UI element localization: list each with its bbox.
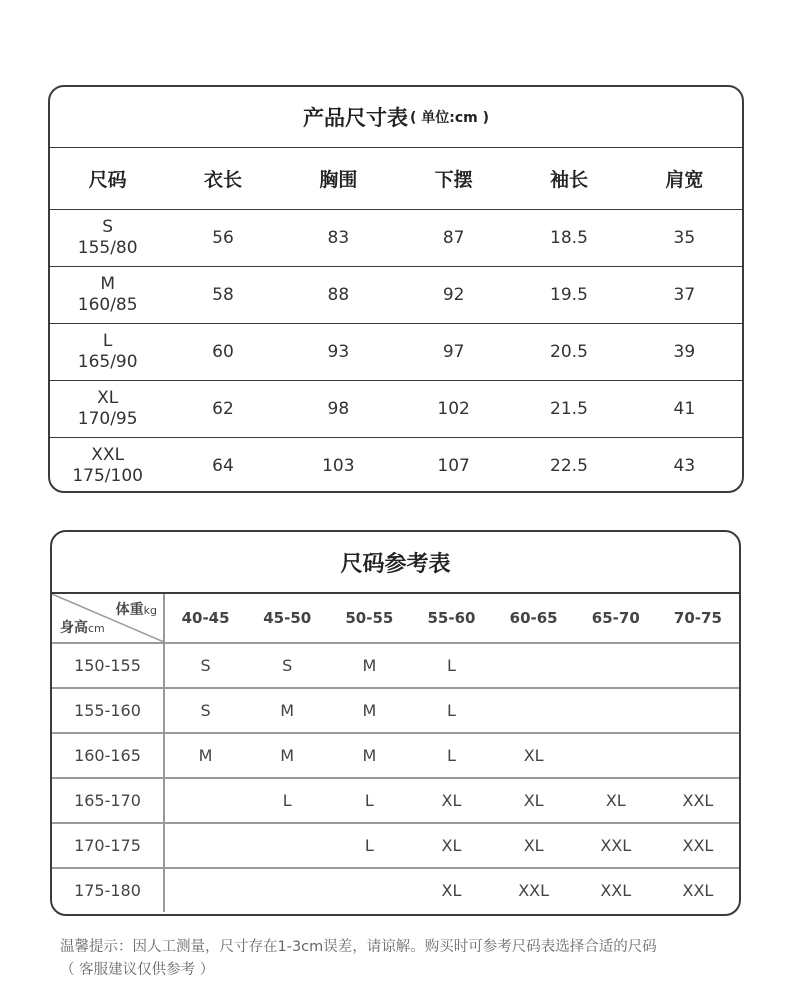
recommended-size-cell: L [410,733,492,778]
size-chart-row [50,210,742,267]
recommended-size-cell: XXL [600,881,632,900]
reference-row [52,868,739,912]
measurement-cell: 97 [396,324,511,381]
size-chart-header: 尺码 [50,148,165,210]
measurement-cell: 20.5 [511,324,626,381]
height-range-cell: 150-155 [52,643,164,688]
recommended-size-cell [493,688,575,733]
weight-range-header: 40-45 [164,594,246,643]
size-chart-header: 下摆 [396,148,511,210]
recommended-size-cell: XL [410,778,492,823]
recommended-size-cell: XXL [682,881,714,900]
recommended-size-cell: L [328,823,410,868]
size-chart-row [50,381,742,438]
recommended-size-cell: XXL [575,823,657,868]
measurement-cell: 64 [212,456,234,476]
recommended-size-cell: XXL [657,823,739,868]
reference-row [52,688,739,733]
measurement-cell: 102 [396,381,511,438]
recommended-size-cell [328,868,410,912]
size-cell [50,210,165,267]
size-chart-title-bar [50,87,742,148]
measurement-cell: 19.5 [511,267,626,324]
weight-range-header: 60-65 [493,594,575,643]
height-range-cell: 175-180 [52,868,164,912]
height-range-cell: 165-170 [52,778,164,823]
recommended-size-cell: M [328,733,410,778]
size-chart-header: 胸围 [281,148,396,210]
height-range-cell: 155-160 [52,688,164,733]
recommended-size-cell: S [164,688,246,733]
weight-range-header: 45-50 [246,594,328,643]
recommended-size-cell [246,823,328,868]
height-axis-label: 身高cm [60,620,105,636]
recommended-size-cell: XL [441,881,462,900]
measurement-cell: 21.5 [511,381,626,438]
height-range-cell: 170-175 [52,823,164,868]
reference-chart-table [52,594,739,912]
weight-range-header: 70-75 [657,594,739,643]
size-chart-unit: ( 单位:cm ) [409,110,490,126]
size-label: M [100,274,115,294]
recommended-size-cell: XXL [518,881,550,900]
recommended-size-cell [164,823,246,868]
height-code: 175/100 [72,466,143,486]
disclaimer-note [60,936,760,982]
measurement-cell: 56 [165,210,280,267]
recommended-size-cell: XL [493,823,575,868]
reference-chart-title-bar [52,532,739,594]
reference-row [52,643,739,688]
weight-range-header: 55-60 [410,594,492,643]
size-cell [50,381,165,438]
measurement-cell: 92 [396,267,511,324]
recommended-size-cell [575,643,657,688]
recommended-size-cell [164,868,246,912]
recommended-size-cell [657,733,739,778]
recommended-size-cell: XL [575,778,657,823]
size-chart-row [50,324,742,381]
size-chart-header: 衣长 [165,148,280,210]
height-code: 170/95 [77,409,138,429]
recommended-size-cell [164,778,246,823]
reference-row [52,823,739,868]
size-label: S [102,217,114,237]
size-chart-body [50,210,742,494]
measurement-cell: 37 [627,267,742,324]
size-chart-row [50,438,742,494]
measurement-cell: 43 [673,456,696,476]
size-chart-header: 袖长 [511,148,626,210]
reference-chart-card [50,530,741,916]
recommended-size-cell [246,868,328,912]
disclaimer-line-2: （ 客服建议仅供参考 ） [60,962,215,978]
recommended-size-cell: XL [493,778,575,823]
size-chart-header-row [50,148,742,210]
recommended-size-cell: M [246,733,328,778]
recommended-size-cell: L [410,643,492,688]
reference-chart-title: 尺码参考表 [340,551,451,577]
reference-row [52,733,739,778]
recommended-size-cell: M [328,688,410,733]
recommended-size-cell [493,643,575,688]
weight-axis-label: 体重kg [115,602,157,618]
measurement-cell: 87 [396,210,511,267]
recommended-size-cell: XXL [657,778,739,823]
measurement-cell: 107 [437,456,470,476]
measurement-cell: 41 [627,381,742,438]
size-label: XXL [91,445,125,465]
measurement-cell: 98 [281,381,396,438]
reference-chart-header-row [52,594,739,643]
size-chart-row [50,267,742,324]
disclaimer-line-1: 温馨提示：因人工测量，尺寸存在1-3cm误差，请谅解。购买时可参考尺码表选择合适的尺码 [60,939,657,955]
recommended-size-cell: M [328,643,410,688]
size-label: XL [97,388,119,408]
recommended-size-cell [575,688,657,733]
size-label: L [102,331,113,351]
recommended-size-cell: L [246,778,328,823]
measurement-cell: 18.5 [511,210,626,267]
measurement-cell: 35 [627,210,742,267]
measurement-cell: 60 [165,324,280,381]
measurement-cell: 88 [281,267,396,324]
size-chart-header: 肩宽 [627,148,742,210]
weight-range-header: 65-70 [575,594,657,643]
size-cell [50,267,165,324]
measurement-cell: 103 [322,456,355,476]
measurement-cell: 39 [627,324,742,381]
height-code: 160/85 [77,295,138,315]
reference-row [52,778,739,823]
size-chart-card [48,85,744,493]
measurement-cell: 93 [281,324,396,381]
reference-chart-body [52,643,739,912]
measurement-cell: 58 [165,267,280,324]
size-chart-table [50,148,742,493]
size-cell [50,438,165,494]
recommended-size-cell: XL [410,823,492,868]
recommended-size-cell: L [410,688,492,733]
measurement-cell: 62 [165,381,280,438]
recommended-size-cell: XL [493,733,575,778]
height-code: 165/90 [77,352,138,372]
recommended-size-cell: M [164,733,246,778]
recommended-size-cell: S [246,643,328,688]
weight-range-header: 50-55 [328,594,410,643]
measurement-cell: 22.5 [550,456,588,476]
recommended-size-cell [657,643,739,688]
recommended-size-cell: M [246,688,328,733]
size-cell [50,324,165,381]
recommended-size-cell: L [328,778,410,823]
recommended-size-cell [657,688,739,733]
height-code: 155/80 [77,238,138,258]
height-range-cell: 160-165 [52,733,164,778]
corner-cell [52,594,164,643]
measurement-cell: 83 [281,210,396,267]
size-chart-title: 产品尺寸表 [302,106,408,130]
recommended-size-cell: S [164,643,246,688]
recommended-size-cell [575,733,657,778]
